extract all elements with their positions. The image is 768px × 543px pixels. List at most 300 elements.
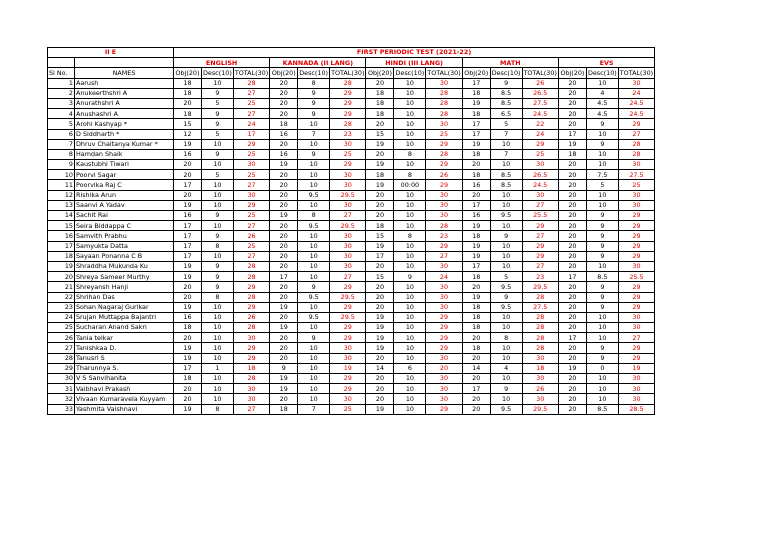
serial-number: 26: [48, 333, 75, 343]
mark-obj: 20: [558, 282, 586, 292]
mark-obj: 20: [270, 78, 298, 88]
mark-obj: 19: [174, 139, 202, 149]
mark-total: 27: [233, 251, 269, 261]
mark-total: 18: [233, 363, 269, 373]
mark-desc: 10: [394, 88, 426, 98]
mark-desc: 10: [394, 160, 426, 170]
student-name: Saanvi A Yadav: [75, 200, 174, 210]
mark-desc: 4: [490, 363, 522, 373]
mark-total: 30: [330, 251, 366, 261]
mark-obj: 20: [558, 221, 586, 231]
mark-obj: 20: [558, 190, 586, 200]
mark-desc: 10: [490, 139, 522, 149]
mark-desc: 10: [394, 323, 426, 333]
mark-desc: 10: [394, 78, 426, 88]
student-row: [48, 139, 655, 149]
mark-total: 29: [426, 180, 462, 190]
mark-obj: 18: [174, 374, 202, 384]
mark-obj: 18: [366, 88, 394, 98]
mark-desc: 8: [202, 404, 234, 414]
test-title: FIRST PERIODIC TEST (2021-22): [174, 48, 655, 58]
serial-number: 11: [48, 180, 75, 190]
mark-obj: 20: [558, 88, 586, 98]
mark-obj: 16: [462, 211, 490, 221]
mark-obj: 20: [270, 221, 298, 231]
mark-total: 30: [330, 394, 366, 404]
mark-obj: 20: [558, 353, 586, 363]
mark-obj: 19: [174, 404, 202, 414]
serial-number: 14: [48, 211, 75, 221]
student-name: Shreya Sameer Murthy: [75, 272, 174, 282]
mark-desc: 9: [586, 119, 618, 129]
class-label: II E: [48, 48, 174, 58]
mark-total: 27.5: [618, 170, 654, 180]
mark-total: 30: [522, 190, 558, 200]
mark-desc: 10: [202, 160, 234, 170]
serial-number: 20: [48, 272, 75, 282]
mark-desc: 10: [394, 394, 426, 404]
student-name: Poorvi Sagar: [75, 170, 174, 180]
mark-obj: 19: [366, 323, 394, 333]
mark-desc: 10: [202, 323, 234, 333]
mark-desc: 10: [586, 200, 618, 210]
mark-obj: 19: [366, 404, 394, 414]
mark-total: 28: [330, 119, 366, 129]
mark-total: 25: [618, 180, 654, 190]
mark-obj: 19: [462, 221, 490, 231]
mark-total: 28: [233, 261, 269, 271]
mark-total: 30: [618, 384, 654, 394]
mark-obj: 18: [462, 302, 490, 312]
mark-obj: 20: [462, 394, 490, 404]
mark-desc: 7.5: [586, 170, 618, 180]
mark-obj: 20: [270, 180, 298, 190]
mark-total: 26: [233, 231, 269, 241]
mark-total: 30: [426, 119, 462, 129]
mark-desc: 10: [298, 363, 330, 373]
mark-desc: 8: [202, 241, 234, 251]
mark-total: 28: [618, 149, 654, 159]
mark-desc: 9.5: [490, 404, 522, 414]
mark-obj: 19: [174, 302, 202, 312]
mark-total: 28: [618, 139, 654, 149]
student-name: Sayaan Ponanna C B: [75, 251, 174, 261]
mark-total: 28: [426, 98, 462, 108]
student-name: Poorvika Raj C: [75, 180, 174, 190]
mark-desc: 10: [586, 333, 618, 343]
serial-number: 33: [48, 404, 75, 414]
mark-obj: 20: [270, 88, 298, 98]
mark-desc: 10: [202, 139, 234, 149]
mark-desc: 10: [394, 343, 426, 353]
mark-desc: 10: [298, 160, 330, 170]
mark-obj: 19: [558, 139, 586, 149]
mark-total: 28: [233, 292, 269, 302]
mark-total: 25.5: [618, 272, 654, 282]
mark-desc: 8: [298, 211, 330, 221]
mark-total: 29: [618, 302, 654, 312]
student-row: [48, 98, 655, 108]
mark-total: 30: [426, 353, 462, 363]
mark-total: 28: [522, 323, 558, 333]
mark-total: 29: [426, 404, 462, 414]
mark-desc: 8.5: [586, 404, 618, 414]
mark-obj: 20: [366, 282, 394, 292]
mark-desc: 0: [586, 363, 618, 373]
mark-total: 30: [330, 180, 366, 190]
mark-desc: 6: [394, 363, 426, 373]
mark-obj: 16: [270, 149, 298, 159]
mark-desc: 10: [202, 78, 234, 88]
mark-total: 29: [330, 384, 366, 394]
mark-obj: 20: [558, 78, 586, 88]
mark-total: 30: [233, 160, 269, 170]
mark-obj: 20: [174, 98, 202, 108]
mark-desc: 10: [298, 343, 330, 353]
mark-obj: 20: [366, 384, 394, 394]
mark-total: 22: [522, 119, 558, 129]
mark-total: 25: [426, 129, 462, 139]
mark-desc: 10: [394, 312, 426, 322]
mark-total: 30: [426, 302, 462, 312]
student-row: [48, 292, 655, 302]
mark-desc: 10: [394, 261, 426, 271]
mark-desc: 9: [202, 261, 234, 271]
mark-obj: 20: [558, 200, 586, 210]
serial-number: 10: [48, 170, 75, 180]
mark-obj: 19: [366, 312, 394, 322]
serial-number: 17: [48, 241, 75, 251]
mark-desc: 9.5: [490, 211, 522, 221]
mark-obj: 16: [270, 129, 298, 139]
mark-desc: 10: [298, 180, 330, 190]
mark-total: 30: [426, 261, 462, 271]
student-row: [48, 170, 655, 180]
mark-total: 30: [426, 78, 462, 88]
mark-desc: 4.5: [586, 109, 618, 119]
mark-obj: 20: [558, 302, 586, 312]
column-header-desc: Desc(10): [491, 68, 521, 77]
mark-desc: 9: [586, 241, 618, 251]
mark-desc: 9.5: [490, 302, 522, 312]
serial-number: 3: [48, 98, 75, 108]
mark-total: 30: [233, 384, 269, 394]
mark-obj: 14: [462, 363, 490, 373]
mark-obj: 19: [366, 139, 394, 149]
mark-total: 29: [233, 282, 269, 292]
student-name: Vaibhavi Prakash: [75, 384, 174, 394]
mark-obj: 20: [366, 394, 394, 404]
mark-total: 30: [426, 292, 462, 302]
mark-obj: 19: [174, 272, 202, 282]
mark-obj: 19: [174, 343, 202, 353]
mark-total: 28.5: [618, 404, 654, 414]
mark-desc: 9: [490, 231, 522, 241]
mark-desc: 9: [202, 149, 234, 159]
mark-total: 29: [618, 282, 654, 292]
mark-total: 29: [618, 241, 654, 251]
mark-desc: 10: [394, 119, 426, 129]
mark-total: 27: [522, 200, 558, 210]
mark-total: 29: [426, 323, 462, 333]
mark-desc: 9.5: [298, 190, 330, 200]
serial-number: 8: [48, 149, 75, 159]
mark-desc: 10: [394, 353, 426, 363]
mark-desc: 9: [202, 109, 234, 119]
mark-total: 26: [233, 312, 269, 322]
mark-obj: 17: [462, 384, 490, 394]
sl-no-header: Sl No.: [48, 68, 75, 78]
mark-obj: 20: [366, 302, 394, 312]
mark-total: 28: [233, 323, 269, 333]
mark-obj: 20: [270, 333, 298, 343]
mark-desc: 7: [298, 129, 330, 139]
mark-total: 24: [618, 88, 654, 98]
mark-obj: 18: [462, 231, 490, 241]
mark-desc: 10: [394, 302, 426, 312]
mark-obj: 20: [558, 180, 586, 190]
mark-desc: 9: [202, 231, 234, 241]
mark-desc: 10: [586, 160, 618, 170]
mark-total: 30: [330, 353, 366, 363]
mark-desc: 9: [586, 302, 618, 312]
mark-total: 28: [522, 312, 558, 322]
mark-obj: 20: [270, 170, 298, 180]
mark-total: 24: [426, 272, 462, 282]
student-row: [48, 363, 655, 373]
mark-obj: 20: [270, 251, 298, 261]
student-name: Seira Biddappa C: [75, 221, 174, 231]
mark-desc: 10: [490, 221, 522, 231]
mark-obj: 20: [462, 160, 490, 170]
mark-obj: 20: [558, 251, 586, 261]
mark-desc: 9: [586, 343, 618, 353]
mark-desc: 10: [394, 98, 426, 108]
student-name: Tanusri S: [75, 353, 174, 363]
student-row: [48, 160, 655, 170]
mark-obj: 17: [558, 272, 586, 282]
mark-total: 29: [426, 241, 462, 251]
mark-desc: 9: [298, 109, 330, 119]
mark-obj: 19: [462, 139, 490, 149]
student-name: Sachit Rai: [75, 211, 174, 221]
mark-total: 30: [426, 394, 462, 404]
mark-total: 30: [522, 394, 558, 404]
mark-obj: 20: [558, 170, 586, 180]
mark-desc: 10: [202, 312, 234, 322]
student-name: Tharunnya S.: [75, 363, 174, 373]
serial-number: 6: [48, 129, 75, 139]
serial-number: 16: [48, 231, 75, 241]
student-row: [48, 384, 655, 394]
student-name: Tanishkaa D.: [75, 343, 174, 353]
mark-total: 27.5: [522, 98, 558, 108]
mark-obj: 15: [366, 129, 394, 139]
mark-desc: 9: [586, 292, 618, 302]
mark-obj: 20: [558, 384, 586, 394]
mark-obj: 16: [174, 149, 202, 159]
mark-desc: 10: [490, 343, 522, 353]
mark-desc: 10: [586, 374, 618, 384]
mark-obj: 19: [270, 374, 298, 384]
subject-math: MATH: [462, 58, 558, 68]
column-header-obj: Obj(20): [558, 68, 586, 78]
student-row: [48, 251, 655, 261]
mark-obj: 19: [174, 353, 202, 363]
mark-obj: 18: [366, 170, 394, 180]
mark-desc: 8.5: [490, 180, 522, 190]
mark-total: 25: [233, 98, 269, 108]
mark-obj: 19: [462, 98, 490, 108]
mark-desc: 9: [298, 333, 330, 343]
mark-desc: 10: [202, 190, 234, 200]
mark-obj: 19: [174, 261, 202, 271]
mark-desc: 10: [394, 251, 426, 261]
mark-obj: 20: [366, 211, 394, 221]
mark-obj: 20: [558, 109, 586, 119]
mark-desc: 9: [394, 272, 426, 282]
student-row: [48, 109, 655, 119]
mark-desc: 10: [394, 211, 426, 221]
mark-obj: 20: [270, 292, 298, 302]
student-row: [48, 333, 655, 343]
mark-obj: 17: [174, 221, 202, 231]
mark-desc: 9: [298, 149, 330, 159]
mark-desc: 10: [490, 312, 522, 322]
mark-total: 29: [330, 333, 366, 343]
mark-obj: 19: [270, 302, 298, 312]
mark-obj: 20: [174, 384, 202, 394]
mark-obj: 20: [558, 374, 586, 384]
mark-desc: 9: [586, 211, 618, 221]
mark-obj: 19: [270, 384, 298, 394]
mark-total: 30: [426, 384, 462, 394]
serial-number: 29: [48, 363, 75, 373]
mark-desc: 10: [298, 394, 330, 404]
mark-desc: 9: [298, 88, 330, 98]
mark-obj: 20: [558, 323, 586, 333]
mark-total: 29: [618, 343, 654, 353]
student-row: [48, 323, 655, 333]
mark-total: 28: [522, 333, 558, 343]
serial-number: 32: [48, 394, 75, 404]
mark-obj: 20: [270, 312, 298, 322]
mark-obj: 20: [462, 282, 490, 292]
mark-total: 30: [233, 333, 269, 343]
mark-obj: 9: [270, 363, 298, 373]
mark-obj: 20: [558, 231, 586, 241]
serial-number: 22: [48, 292, 75, 302]
mark-total: 30: [330, 261, 366, 271]
student-name: Yashmita Vaishnavi: [75, 404, 174, 414]
student-name: D Siddharth *: [75, 129, 174, 139]
serial-number: 12: [48, 190, 75, 200]
mark-obj: 20: [558, 261, 586, 271]
mark-total: 27: [426, 251, 462, 261]
mark-obj: 20: [270, 261, 298, 271]
mark-total: 18: [522, 363, 558, 373]
mark-obj: 20: [558, 160, 586, 170]
column-header-desc: Desc(10): [395, 68, 425, 77]
mark-total: 30: [618, 394, 654, 404]
mark-total: 28: [522, 343, 558, 353]
mark-desc: 10: [586, 190, 618, 200]
mark-desc: 8: [394, 170, 426, 180]
student-name: Samyukta Datta: [75, 241, 174, 251]
mark-obj: 20: [270, 98, 298, 108]
student-name: Samvith Prabhu: [75, 231, 174, 241]
mark-desc: 10: [394, 109, 426, 119]
student-row: [48, 78, 655, 88]
mark-desc: 10: [298, 200, 330, 210]
mark-obj: 18: [270, 119, 298, 129]
mark-obj: 20: [174, 160, 202, 170]
student-name: Shreyansh Hanji: [75, 282, 174, 292]
mark-desc: 9: [490, 78, 522, 88]
column-header-desc: Desc(10): [587, 68, 617, 77]
mark-desc: 4: [586, 88, 618, 98]
mark-desc: 10: [298, 272, 330, 282]
mark-desc: 9: [298, 98, 330, 108]
mark-desc: 10: [298, 261, 330, 271]
mark-total: 27: [522, 261, 558, 271]
mark-obj: 16: [174, 211, 202, 221]
mark-obj: 19: [366, 333, 394, 343]
mark-total: 27: [233, 404, 269, 414]
student-row: [48, 261, 655, 271]
mark-total: 28: [522, 292, 558, 302]
mark-obj: 20: [174, 333, 202, 343]
mark-obj: 18: [174, 78, 202, 88]
mark-desc: 5: [490, 119, 522, 129]
mark-total: 17: [233, 129, 269, 139]
mark-obj: 19: [558, 363, 586, 373]
mark-obj: 20: [462, 190, 490, 200]
mark-obj: 19: [462, 251, 490, 261]
mark-total: 30: [426, 282, 462, 292]
mark-total: 25: [233, 170, 269, 180]
mark-obj: 20: [270, 200, 298, 210]
mark-total: 27: [618, 333, 654, 343]
column-header-total: TOTAL(30): [619, 68, 654, 77]
mark-total: 29.5: [522, 282, 558, 292]
mark-obj: 19: [270, 211, 298, 221]
mark-obj: 20: [558, 119, 586, 129]
mark-total: 30: [426, 211, 462, 221]
mark-total: 29: [233, 139, 269, 149]
mark-obj: 20: [270, 343, 298, 353]
empty-cell: [75, 58, 174, 68]
mark-total: 26: [522, 384, 558, 394]
mark-total: 29.5: [330, 292, 366, 302]
mark-obj: 17: [558, 333, 586, 343]
mark-desc: 9: [202, 272, 234, 282]
mark-desc: 10: [394, 282, 426, 292]
mark-desc: 1: [202, 363, 234, 373]
mark-desc: 9: [586, 221, 618, 231]
mark-obj: 17: [174, 363, 202, 373]
mark-desc: 10: [298, 119, 330, 129]
mark-obj: 20: [366, 190, 394, 200]
mark-total: 30: [426, 190, 462, 200]
mark-desc: 8: [202, 292, 234, 302]
mark-total: 29.5: [330, 221, 366, 231]
mark-desc: 10: [490, 353, 522, 363]
mark-desc: 9: [202, 119, 234, 129]
mark-obj: 20: [558, 241, 586, 251]
student-row: [48, 241, 655, 251]
column-header-total: TOTAL(30): [234, 68, 269, 77]
